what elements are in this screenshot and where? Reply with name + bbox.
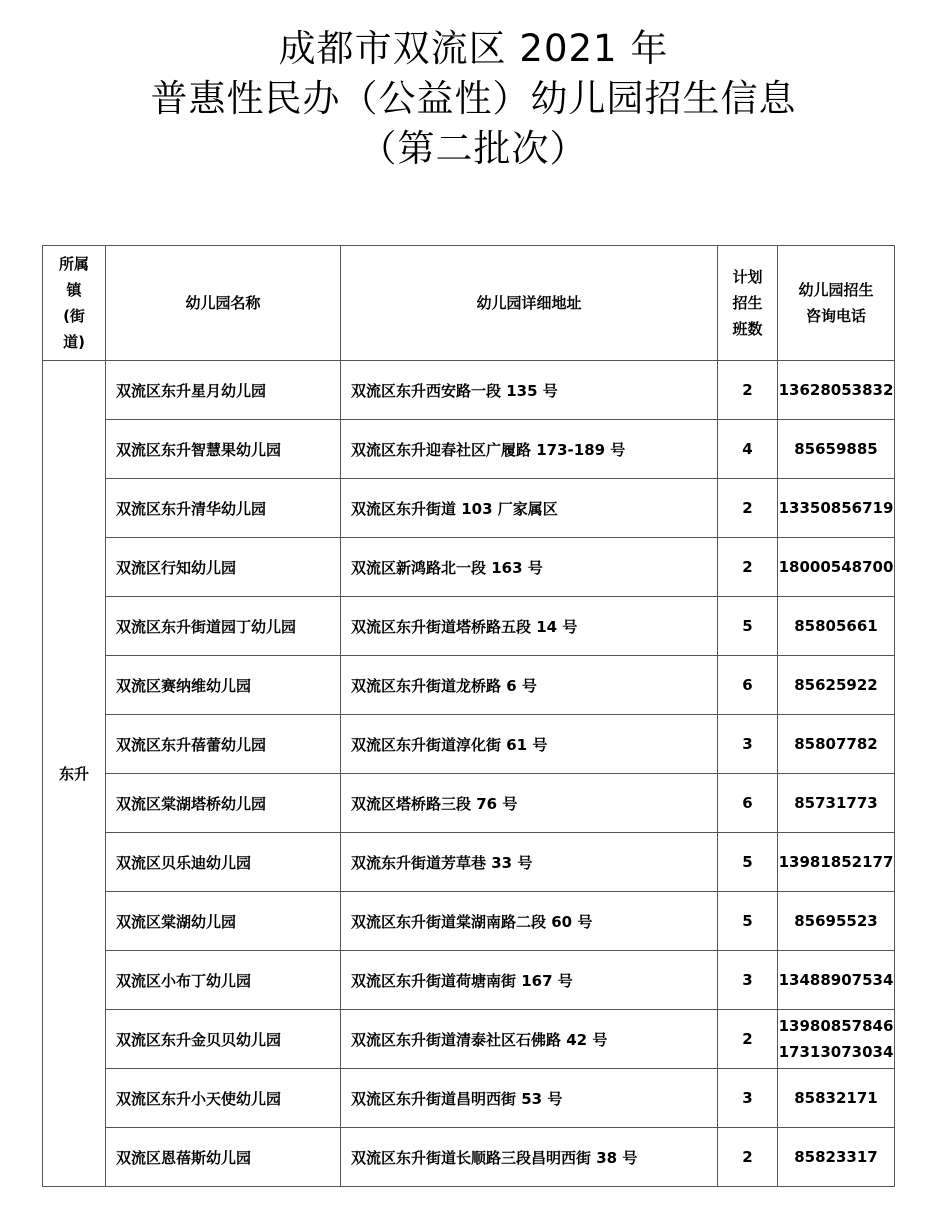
planned-classes-cell: 5 (718, 597, 778, 656)
table-row (43, 656, 895, 715)
phone-number-secondary: 17313073034 (778, 1043, 894, 1061)
kindergarten-name-cell: 双流区东升清华幼儿园 (106, 479, 341, 538)
kindergarten-name-cell: 双流区行知幼儿园 (106, 538, 341, 597)
phone-cell: 13628053832 (778, 361, 895, 420)
kindergarten-address-cell: 双流区塔桥路三段 76 号 (341, 774, 718, 833)
kindergarten-address-cell: 双流区东升西安路一段 135 号 (341, 361, 718, 420)
phone-cell (778, 1010, 895, 1069)
kindergarten-name-cell: 双流区贝乐迪幼儿园 (106, 833, 341, 892)
kindergarten-address-cell: 双流区东升街道棠湖南路二段 60 号 (341, 892, 718, 951)
table-row (43, 1069, 895, 1128)
phone-cell: 85805661 (778, 597, 895, 656)
phone-cell: 85731773 (778, 774, 895, 833)
header-address: 幼儿园详细地址 (341, 246, 718, 361)
header-town-line: (街 (63, 307, 85, 325)
header-classes-line: 招生 (732, 294, 763, 312)
table-row (43, 1010, 895, 1069)
planned-classes-cell: 5 (718, 833, 778, 892)
phone-cell: 85807782 (778, 715, 895, 774)
kindergarten-name-cell: 双流区东升星月幼儿园 (106, 361, 341, 420)
planned-classes-cell: 5 (718, 892, 778, 951)
kindergarten-address-cell: 双流区东升街道淳化街 61 号 (341, 715, 718, 774)
table-row (43, 538, 895, 597)
header-town-line: 道) (63, 333, 85, 351)
header-phone-line: 咨询电话 (805, 307, 866, 325)
header-town-line: 所属 (58, 255, 89, 273)
planned-classes-cell: 6 (718, 774, 778, 833)
table-row (43, 892, 895, 951)
header-classes-line: 计划 (732, 268, 763, 286)
phone-cell: 13350856719 (778, 479, 895, 538)
table-row (43, 1128, 895, 1187)
phone-number: 13980857846 (778, 1017, 894, 1035)
phone-cell: 85832171 (778, 1069, 895, 1128)
kindergarten-name-cell: 双流区东升金贝贝幼儿园 (106, 1010, 341, 1069)
planned-classes-cell: 2 (718, 1128, 778, 1187)
kindergarten-name-cell: 双流区东升智慧果幼儿园 (106, 420, 341, 479)
kindergarten-name-cell: 双流区东升小天使幼儿园 (106, 1069, 341, 1128)
planned-classes-cell: 4 (718, 420, 778, 479)
kindergarten-address-cell: 双流区东升街道长顺路三段昌明西街 38 号 (341, 1128, 718, 1187)
kindergarten-address-cell: 双流区东升街道龙桥路 6 号 (341, 656, 718, 715)
header-town-line: 镇 (66, 281, 82, 299)
table-row (43, 715, 895, 774)
kindergarten-address-cell: 双流区东升街道塔桥路五段 14 号 (341, 597, 718, 656)
kindergarten-name-cell: 双流区小布丁幼儿园 (106, 951, 341, 1010)
planned-classes-cell: 2 (718, 1010, 778, 1069)
town-cell: 东升 (43, 361, 106, 1187)
phone-cell: 18000548700 (778, 538, 895, 597)
document-title-line-1: 成都市双流区 2021 年 (278, 27, 669, 70)
phone-cell: 85625922 (778, 656, 895, 715)
planned-classes-cell: 3 (718, 715, 778, 774)
header-phone-line: 幼儿园招生 (798, 281, 874, 299)
kindergarten-name-cell: 双流区棠湖塔桥幼儿园 (106, 774, 341, 833)
kindergarten-address-cell: 双流区东升迎春社区广履路 173-189 号 (341, 420, 718, 479)
table-row (43, 361, 895, 420)
kindergarten-name-cell: 双流区东升街道园丁幼儿园 (106, 597, 341, 656)
planned-classes-cell: 6 (718, 656, 778, 715)
planned-classes-cell: 2 (718, 479, 778, 538)
header-town (43, 246, 106, 361)
planned-classes-cell: 3 (718, 951, 778, 1010)
phone-cell: 13488907534 (778, 951, 895, 1010)
table-row (43, 951, 895, 1010)
table-row (43, 420, 895, 479)
kindergarten-address-cell: 双流东升街道芳草巷 33 号 (341, 833, 718, 892)
kindergarten-name-cell: 双流区棠湖幼儿园 (106, 892, 341, 951)
header-name: 幼儿园名称 (106, 246, 341, 361)
kindergarten-address-cell: 双流区东升街道荷塘南街 167 号 (341, 951, 718, 1010)
table-header-row (43, 246, 895, 361)
kindergarten-name-cell: 双流区赛纳维幼儿园 (106, 656, 341, 715)
planned-classes-cell: 2 (718, 361, 778, 420)
header-classes-line: 班数 (732, 320, 763, 338)
phone-cell: 13981852177 (778, 833, 895, 892)
planned-classes-cell: 3 (718, 1069, 778, 1128)
kindergarten-address-cell: 双流区东升街道昌明西街 53 号 (341, 1069, 718, 1128)
header-classes (718, 246, 778, 361)
kindergarten-address-cell: 双流区新鸿路北一段 163 号 (341, 538, 718, 597)
phone-cell: 85823317 (778, 1128, 895, 1187)
header-phone (778, 246, 895, 361)
kindergarten-address-cell: 双流区东升街道清泰社区石佛路 42 号 (341, 1010, 718, 1069)
table-row (43, 833, 895, 892)
document-title-line-3: （第二批次） (359, 127, 588, 170)
table-row (43, 774, 895, 833)
document-title-line-2: 普惠性民办（公益性）幼儿园招生信息 (150, 77, 797, 120)
planned-classes-cell: 2 (718, 538, 778, 597)
kindergarten-name-cell: 双流区东升蓓蕾幼儿园 (106, 715, 341, 774)
phone-cell: 85695523 (778, 892, 895, 951)
table-row (43, 479, 895, 538)
kindergarten-address-cell: 双流区东升街道 103 厂家属区 (341, 479, 718, 538)
enrollment-table (42, 245, 895, 1187)
table-body (43, 361, 895, 1187)
phone-cell: 85659885 (778, 420, 895, 479)
kindergarten-name-cell: 双流区恩蓓斯幼儿园 (106, 1128, 341, 1187)
table-row (43, 597, 895, 656)
